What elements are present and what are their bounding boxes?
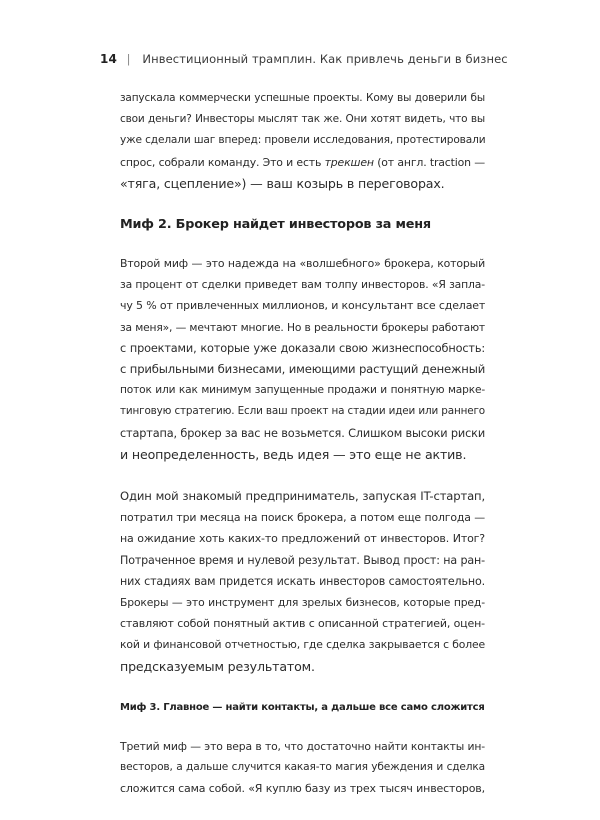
text-line: на ожидание хоть каких-то предложений от инвесторов. Итог? [120, 532, 485, 546]
text-line: сложится сама собой. «Я куплю базу из трех тысяч инвесторов, [120, 782, 485, 796]
section-heading-myth-2: Миф 2. Брокер найдет инвесторов за меня [120, 217, 431, 233]
text-line: тинговую стратегию. Если ваш проект на стадии идеи или раннего [120, 405, 485, 418]
text-line: Один мой знакомый предприниматель, запуская IT-стартап, [120, 489, 485, 504]
paragraph-4 [120, 736, 485, 800]
text-line: Второй миф — это надежда на «волшебного» брокера, который [120, 257, 485, 271]
text-line [120, 152, 485, 173]
text-line: Потраченное время и нулевой результат. Вывод прост: на ран- [120, 553, 485, 567]
text-line: кой и финансовой отчетностью, где сделка закрывается с более [120, 638, 485, 652]
text-line: предсказуемым результатом. [120, 658, 315, 674]
text-line: уже сделали шаг вперед: провели исследования, протестировали [120, 134, 486, 147]
running-title: Инвестиционный трамплин. Как привлечь деньги в бизнес [142, 52, 508, 66]
text-line: Брокеры — это инструмент для зрелых бизнесов, которые пред- [120, 596, 485, 610]
paragraph-2 [120, 253, 485, 465]
text-line: весторов, а дальше случится какая-то магия убеждения и сделка [120, 761, 485, 774]
text-line: ставляют собой понятный актив с описанной стратегией, оцен- [120, 617, 485, 631]
running-header [100, 52, 520, 66]
header-separator: | [126, 52, 131, 66]
text-line: поток или как минимум запущенные продажи и понятную марке- [120, 384, 485, 397]
paragraph-3 [120, 486, 485, 677]
text-line: запускала коммерчески успешные проекты. Кому вы доверили бы [120, 92, 485, 104]
text-line: потратил три месяца на поиск брокера, а потом еще полгода — [120, 511, 485, 525]
text-run: (от англ. traction — [373, 155, 485, 169]
section-heading-myth-3: Миф 3. Главное — найти контакты, а дальше все само сложится [120, 701, 485, 713]
term-traction: трекшен [324, 155, 374, 169]
text-line: стартапа, брокер за вас не возьмется. Слишком высоки риски [120, 426, 486, 440]
text-line: с прибыльными бизнесами, имеющими растущий денежный [120, 362, 486, 377]
text-run: спрос, собрали команду. Это и есть [120, 155, 325, 169]
page-body [120, 88, 485, 820]
text-line: свои деньги? Инвесторы мыслят так же. Они хотят видеть, что вы [120, 113, 485, 126]
page-number: 14 [100, 52, 117, 66]
text-line: «тяга, сцепление») — ваш козырь в переговорах. [120, 175, 445, 191]
text-line: них стадиях вам придется искать инвесторов самостоятельно. [120, 574, 485, 588]
text-line: с проектами, которые уже доказали свою жизнеспособность: [120, 341, 485, 355]
text-line: Третий миф — это вера в то, что достаточно найти контакты ин- [120, 739, 485, 753]
text-line: чу 5 % от привлеченных миллионов, и консультант все сделает [120, 299, 486, 313]
paragraph-1 [120, 88, 485, 194]
text-line: за меня», — мечтают многие. Но в реальности брокеры работают [120, 320, 485, 334]
text-line: за процент от сделки приведет вам толпу инвесторов. «Я запла- [120, 278, 485, 292]
text-line: и неопределенность, ведь идея — это еще не актив. [120, 446, 467, 462]
